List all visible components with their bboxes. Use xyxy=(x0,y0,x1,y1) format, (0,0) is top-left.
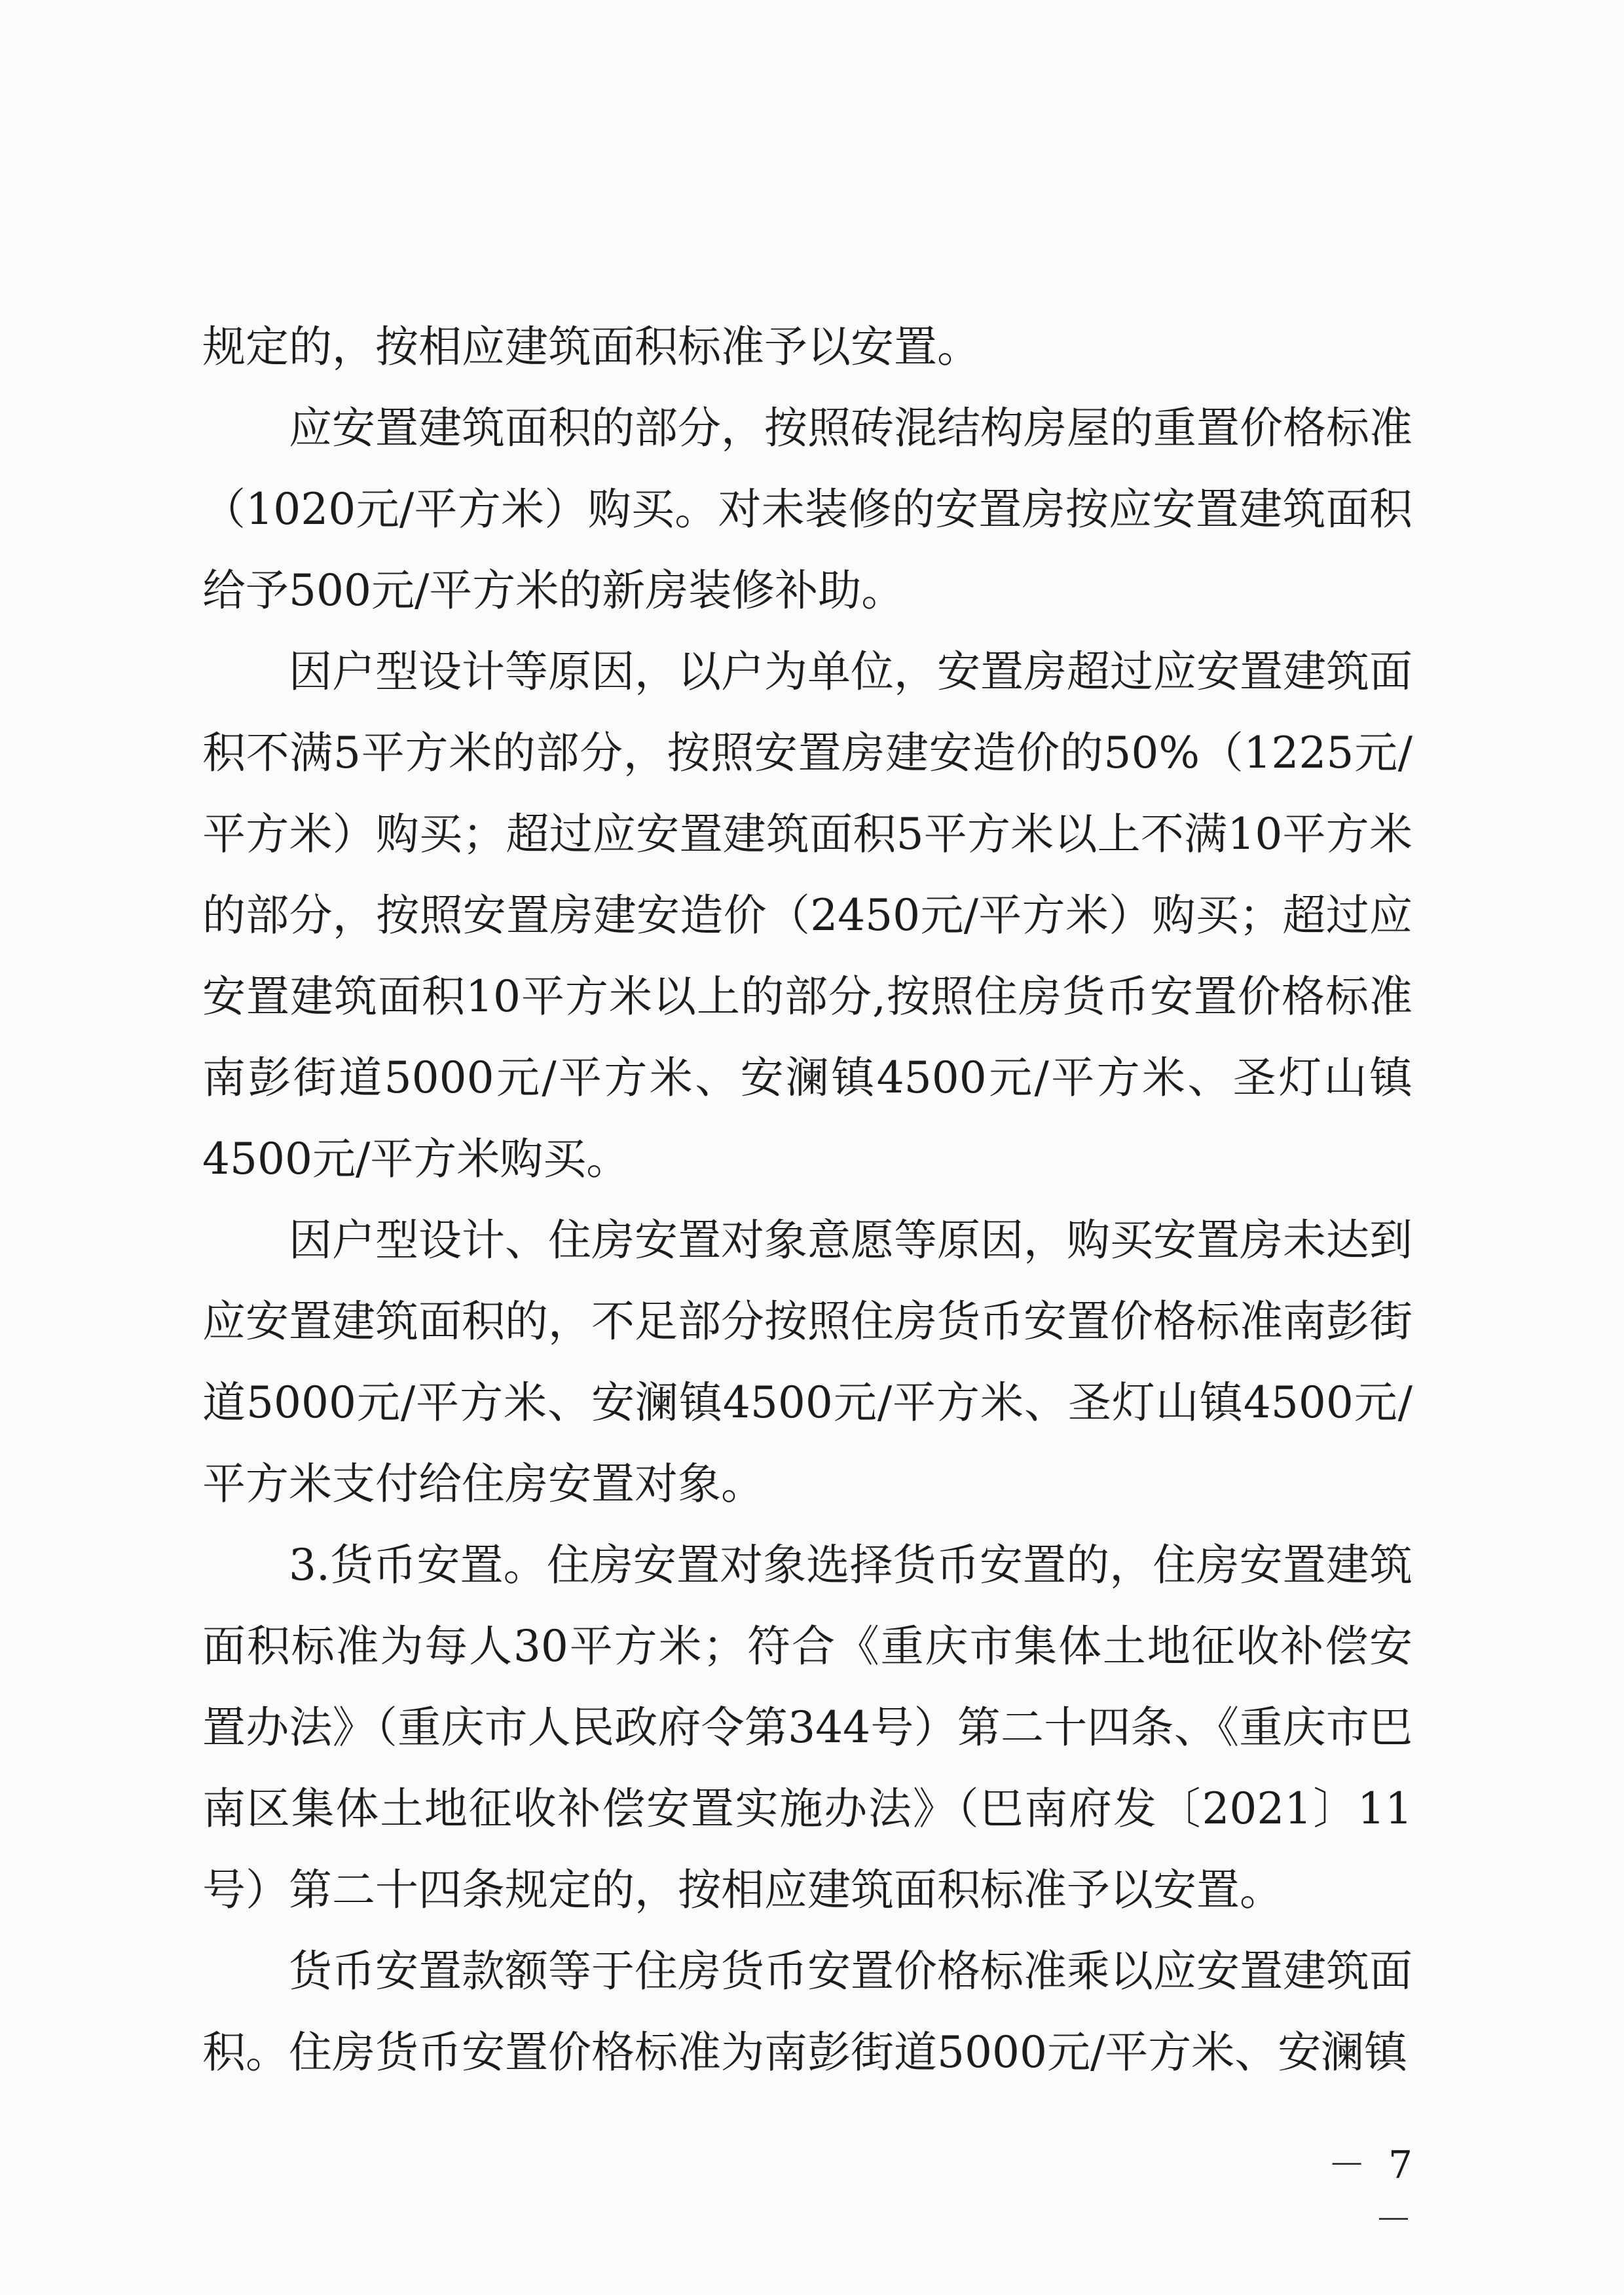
paragraph-monetary-resettlement: 3.货币安置。住房安置对象选择货币安置的，住房安置建筑面积标准为每人30平方米；符合《重庆市集体土地征收补偿安置办法》（重庆市人民政府令第344号）第二十四条、《重庆市巴南区集体土地征收补偿安置实施办法》（巴南府发〔2021〕11号）第二十四条规定的，按相应建筑面积标准予以安置。 xyxy=(202,1540,1412,1915)
paragraph-monetary-amount: 货币安置款额等于住房货币安置价格标准乘以应安置建筑面积。住房货币安置价格标准为南彭街道5000元/平方米、安澜镇 xyxy=(202,1946,1412,2078)
page-number: － 7 － xyxy=(1327,2142,1418,2242)
paragraph-excess-area-purchase: 因户型设计等原因，以户为单位，安置房超过应安置建筑面积不满5平方米的部分，按照安置房建安造价的50%（1225元/平方米）购买；超过应安置建筑面积5平方米以上不满10平方米的部分，按照安置房建安造价（2450元/平方米）购买；超过应安置建筑面积10平方米以上的部分,按照住房货币安置价格标准南彭街道5000元/平方米、安澜镇4500元/平方米、圣灯山镇4500元/平方米购买。 xyxy=(202,646,1412,1184)
paragraph-resettlement-area-price: 应安置建筑面积的部分，按照砖混结构房屋的重置价格标准（1020元/平方米）购买。对未装修的安置房按应安置建筑面积给予500元/平方米的新房装修补助。 xyxy=(202,403,1412,616)
document-body xyxy=(202,307,1412,2093)
paragraph-continuation: 规定的，按相应建筑面积标准予以安置。 xyxy=(202,322,980,372)
paragraph-shortfall-area-payment: 因户型设计、住房安置对象意愿等原因，购买安置房未达到应安置建筑面积的，不足部分按照住房货币安置价格标准南彭街道5000元/平方米、安澜镇4500元/平方米、圣灯山镇4500元/平方米支付给住房安置对象。 xyxy=(202,1215,1412,1509)
